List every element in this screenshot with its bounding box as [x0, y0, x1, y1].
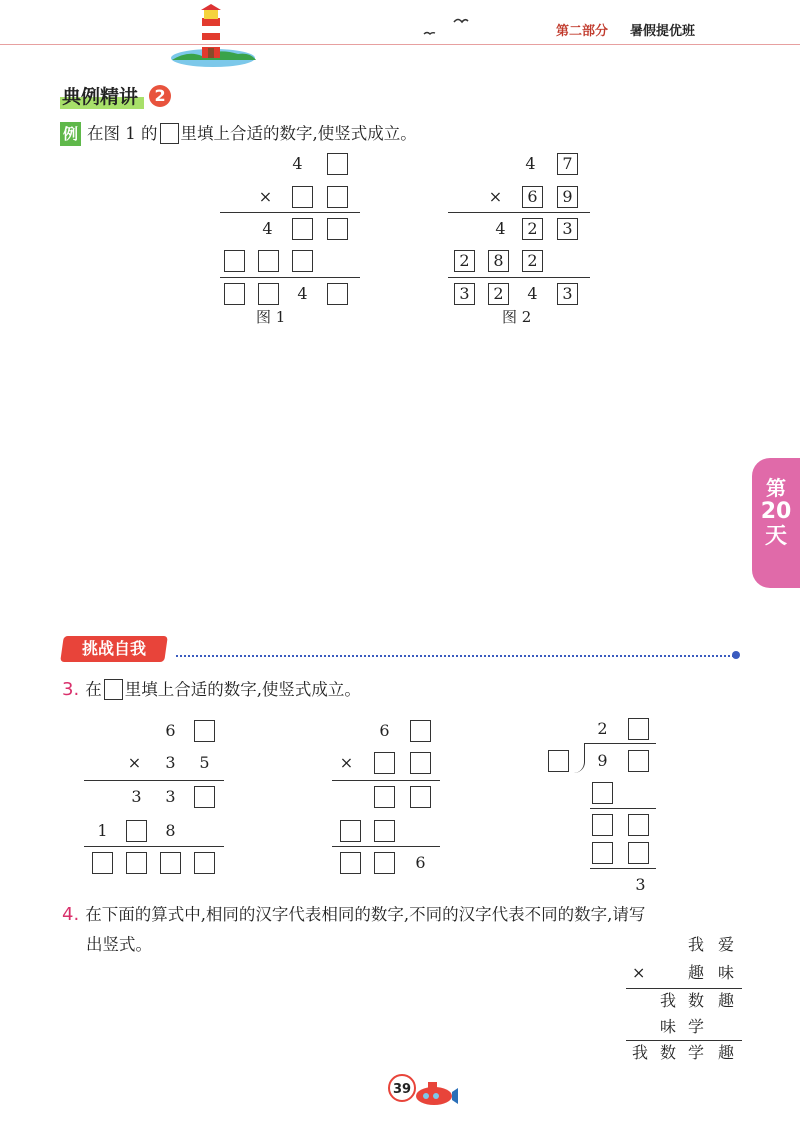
q3a-blank-box: [92, 852, 113, 874]
q3a-times-sign: ×: [127, 753, 142, 772]
fig2-times-sign: ×: [488, 187, 503, 206]
q3b-rule-2: [332, 846, 440, 847]
q3b-blank-box: [374, 820, 395, 842]
figure-1: [210, 150, 370, 330]
q3a-rule-1: [84, 780, 224, 781]
fig2-filled-box: 8: [488, 250, 509, 272]
example-badge: 2: [149, 85, 171, 107]
header-divider: [0, 44, 800, 45]
example-tag: 例: [60, 122, 81, 146]
fig2-filled-box: 9: [557, 186, 578, 208]
q3a-blank-box: [126, 852, 147, 874]
q3a-blank-box: [126, 820, 147, 842]
q4-char: 趣: [718, 991, 735, 1010]
fig2-filled-box: 6: [522, 186, 543, 208]
q4-char: 味: [718, 963, 735, 982]
q3-text-pre: 在: [85, 680, 102, 699]
q3c-blank-box: [592, 814, 613, 836]
q4-line2: 出竖式。: [86, 935, 152, 954]
q3b-blank-box: [340, 820, 361, 842]
side-tab-line2: 20: [760, 499, 792, 524]
q3b-blank-box: [410, 752, 431, 774]
q3c-rule-2: [590, 868, 656, 869]
submarine-icon: [412, 1078, 460, 1108]
q3a-digit: 6: [165, 721, 176, 740]
example-question-post: 里填上合适的数字,使竖式成立。: [180, 124, 417, 143]
q3c-divisor-box: [548, 750, 569, 772]
q3b-rule-1: [332, 780, 440, 781]
q3a-digit: 1: [97, 821, 108, 840]
q4-times-sign: ×: [632, 963, 646, 982]
example-section-title: [60, 82, 171, 112]
fig2-filled-box: 3: [557, 218, 578, 240]
q3a-digit: 3: [165, 753, 176, 772]
q3b-blank-box: [410, 720, 431, 742]
page-number-badge: 39: [388, 1074, 416, 1102]
q3a-blank-box: [194, 852, 215, 874]
q3-problem-a: [80, 716, 230, 886]
q3-inline-box: [104, 679, 123, 700]
fig1-times-sign: ×: [258, 187, 273, 206]
challenge-dotted-rule: [176, 655, 734, 657]
lighthouse-illustration: [168, 4, 258, 68]
fig2-digit: 4: [495, 219, 506, 238]
q3b-digit: 6: [379, 721, 390, 740]
q3c-rule-1: [590, 808, 656, 809]
fig1-digit-4: 4: [297, 284, 308, 303]
q3c-blank-box: [628, 750, 649, 772]
q4-number: 4.: [62, 904, 80, 925]
example-title-text: 典例精讲: [60, 82, 144, 109]
q4-char: 我: [660, 991, 677, 1010]
fig2-filled-box: 3: [454, 283, 475, 305]
challenge-rule-end-dot: [732, 651, 740, 659]
fig1-blank-box: [327, 153, 348, 175]
q3a-digit: 5: [199, 753, 210, 772]
fig2-caption: 图 2: [502, 308, 532, 326]
q3-text-post: 里填上合适的数字,使竖式成立。: [124, 680, 361, 699]
fig1-blank-box: [327, 186, 348, 208]
fig1-rule-2: [220, 277, 360, 278]
q3-text: [62, 678, 361, 702]
header-part-label: 第二部分: [556, 24, 609, 39]
fig1-blank-box: [327, 218, 348, 240]
q4-line1: [62, 900, 762, 930]
q4-line1-text: 在下面的算式中,相同的汉字代表相同的数字,不同的汉字代表不同的数字,请写: [85, 905, 646, 924]
q3b-digit: 6: [415, 853, 426, 872]
fig1-rule-1: [220, 212, 360, 213]
figure-2: [440, 150, 600, 330]
q3a-digit: 3: [165, 787, 176, 806]
q3b-times-sign: ×: [339, 753, 354, 772]
q3a-digit: 8: [165, 821, 176, 840]
fig1-blank-box: [292, 186, 313, 208]
q3c-blank-box: [628, 842, 649, 864]
fig2-filled-box: 2: [488, 283, 509, 305]
q3a-blank-box: [160, 852, 181, 874]
fig2-filled-box: 3: [557, 283, 578, 305]
fig2-filled-box: 2: [522, 250, 543, 272]
q4-char: 学: [688, 1043, 705, 1062]
fig1-blank-box: [258, 283, 279, 305]
q3c-remainder-digit: 3: [635, 875, 646, 894]
q4-word-multiplication: [620, 932, 745, 1072]
fig2-rule-2: [448, 277, 590, 278]
q4-char: 学: [688, 1017, 705, 1036]
q4-char: 我: [632, 1043, 649, 1062]
q3c-division-bar: [584, 743, 656, 744]
fig2-filled-box: 2: [522, 218, 543, 240]
q4-char: 趣: [718, 1043, 735, 1062]
q3b-blank-box: [410, 786, 431, 808]
fig2-rule-1: [448, 212, 590, 213]
fig1-blank-box: [258, 250, 279, 272]
header-section-label: 暑假提优班: [630, 24, 696, 39]
q3b-blank-box: [374, 752, 395, 774]
fig2-filled-box: 2: [454, 250, 475, 272]
fig1-digit-4: 4: [292, 154, 303, 173]
q4-char: 爱: [718, 935, 735, 954]
q4-char: 我: [688, 935, 705, 954]
fig1-blank-box: [224, 250, 245, 272]
fig1-blank-box: [292, 218, 313, 240]
fig1-blank-box: [224, 283, 245, 305]
example-question: [60, 122, 417, 146]
fig1-caption: 图 1: [256, 308, 286, 326]
q3-number: 3.: [62, 679, 80, 700]
example-question-pre: 在图 1 的: [87, 124, 158, 143]
q4-char: 趣: [688, 963, 705, 982]
q4-rule-2: [626, 1040, 742, 1041]
q3c-blank-box: [592, 842, 613, 864]
q3b-blank-box: [340, 852, 361, 874]
fig2-digit: 4: [525, 154, 536, 173]
q4-char: 味: [660, 1017, 677, 1036]
fig2-digit: 4: [527, 284, 538, 303]
side-tab-line1: 第: [766, 476, 786, 500]
fig1-blank-box: [292, 250, 313, 272]
q4-char: 数: [660, 1043, 677, 1062]
q3-problem-c: [546, 716, 676, 906]
side-tab-line3: 天: [764, 524, 787, 549]
q3c-dividend-digit: 9: [597, 751, 608, 770]
q3-problem-b: [332, 716, 452, 886]
birds-illustration: [420, 14, 470, 40]
q4-rule-1: [626, 988, 742, 989]
challenge-banner: [60, 636, 168, 662]
q3c-blank-box: [592, 782, 613, 804]
q3a-blank-box: [194, 786, 215, 808]
fig2-filled-box: 7: [557, 153, 578, 175]
q3c-blank-box: [628, 718, 649, 740]
q3b-blank-box: [374, 786, 395, 808]
q3c-division-bracket: [574, 743, 585, 773]
q3a-rule-2: [84, 846, 224, 847]
fig1-blank-box: [327, 283, 348, 305]
q3b-blank-box: [374, 852, 395, 874]
q3c-quotient-digit: 2: [597, 719, 608, 738]
q3c-blank-box: [628, 814, 649, 836]
fig1-digit-4: 4: [262, 219, 273, 238]
challenge-title: 挑战自我: [81, 639, 146, 658]
side-day-tab: [752, 458, 800, 588]
example-question-box: [160, 123, 179, 144]
q3a-blank-box: [194, 720, 215, 742]
q3a-digit: 3: [131, 787, 142, 806]
q4-char: 数: [688, 991, 705, 1010]
